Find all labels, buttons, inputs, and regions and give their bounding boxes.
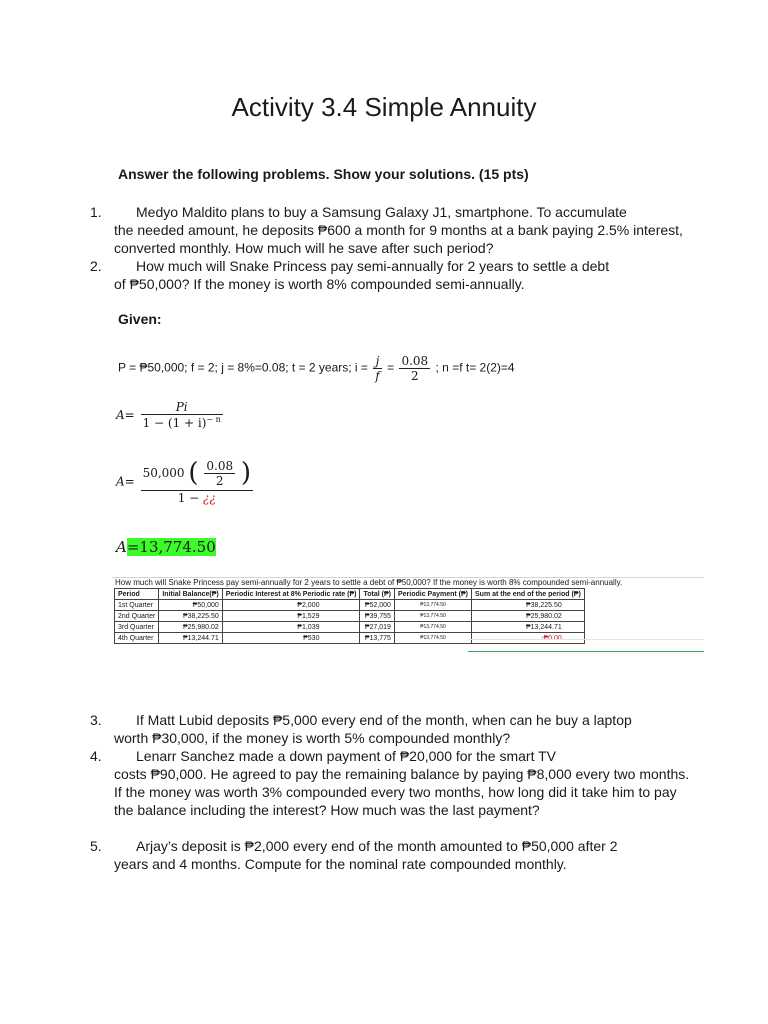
given-prefix: P = ₱50,000; f = 2; j = 8%=0.08; t = 2 years; i = — [118, 360, 368, 375]
result-line — [116, 538, 216, 556]
formula-denominator — [141, 491, 254, 505]
table-cell: ₱52,000 — [360, 600, 394, 611]
formula-numerator: Pi — [141, 400, 223, 415]
formula-exponent: − n — [206, 415, 221, 424]
table-cell: ₱530 — [222, 633, 360, 644]
substituted-formula — [116, 458, 255, 505]
problem-text: worth ₱30,000, if the money is worth 5% compounded monthly? — [114, 730, 511, 746]
formula-denominator-a: 1 − — [142, 416, 168, 430]
sheet-selection-line — [468, 651, 704, 652]
table-header: Periodic Payment (₱) — [394, 589, 471, 600]
page-title: Activity 3.4 Simple Annuity — [231, 92, 537, 122]
table-cell: ₱25,980.02 — [472, 611, 585, 622]
table-cell: ₱13,774.50 — [394, 611, 471, 622]
table-header: Periodic Interest at 8% Periodic rate (₱) — [222, 589, 360, 600]
fraction-j-over-f — [373, 354, 381, 383]
table-cell: 4th Quarter — [115, 633, 159, 644]
fraction-denominator: 2 — [410, 369, 419, 383]
problem-text-first-line: Medyo Maldito plans to buy a Samsung Galaxy J1, smartphone. To accumulate — [136, 204, 627, 220]
table-header-row — [115, 589, 585, 600]
table-cell: 2nd Quarter — [115, 611, 159, 622]
table-header: Total (₱) — [360, 589, 394, 600]
instructions: Answer the following problems. Show your solutions. (15 pts) — [118, 166, 529, 182]
problem-number: 3. — [90, 712, 102, 728]
fraction-numerator: 0.08 — [401, 354, 429, 368]
problem-number: 5. — [90, 838, 102, 854]
problem-number: 2. — [90, 258, 102, 274]
formula-denominator-b: ¿¿ — [203, 491, 216, 505]
equals-sign: = — [387, 360, 395, 375]
table-row — [115, 622, 585, 633]
table-cell: -₱0.00 — [472, 633, 585, 644]
formula-fraction — [141, 400, 223, 430]
given-values — [118, 354, 515, 383]
table-cell: ₱38,225.50 — [159, 611, 222, 622]
problem-text-first-line: Lenarr Sanchez made a down payment of ₱20,000 for the smart TV — [136, 748, 556, 764]
table-header: Sum at the end of the period (₱) — [472, 589, 585, 600]
table-cell: ₱25,980.02 — [159, 622, 222, 633]
table-cell: ₱1,039 — [222, 622, 360, 633]
problem-text-first-line: If Matt Lubid deposits ₱5,000 every end of the month, when can he buy a laptop — [136, 712, 632, 728]
formula-denominator-a: 1 − — [177, 491, 204, 505]
formula-fraction — [141, 458, 254, 505]
problem-text-first-line: How much will Snake Princess pay semi-annually for 2 years to settle a debt — [136, 258, 610, 274]
table-row — [115, 633, 585, 644]
problem-text: the needed amount, he deposits ₱600 a month for 9 months at a bank paying 2.5% interest, converted monthly. How much will he save after such period? — [114, 222, 683, 256]
problem-text: costs ₱90,000. He agreed to pay the remaining balance by paying ₱8,000 every two months. If the money was worth 3% compounded every two months, how long did it take him to pay the balance including the interest? How much was the last payment? — [114, 766, 690, 818]
given-suffix: ; n =f t= 2(2)=4 — [435, 360, 515, 375]
problem-text: years and 4 months. Compute for the nominal rate compounded monthly. — [114, 856, 567, 872]
table-cell: 3rd Quarter — [115, 622, 159, 633]
formula-numerator — [141, 458, 254, 491]
sheet-caption: How much will Snake Princess pay semi-annually for 2 years to settle a debt of ₱50,000? If the money is worth 8% compounded semi-annually. — [115, 578, 623, 587]
sheet-gridline — [112, 577, 704, 578]
sheet-gridline — [468, 639, 704, 640]
open-paren: ( — [188, 458, 199, 488]
result-lhs: A — [116, 538, 127, 556]
table-cell: ₱50,000 — [159, 600, 222, 611]
table-cell: ₱27,019 — [360, 622, 394, 633]
formula-principal: 50,000 — [142, 466, 185, 480]
table-cell: ₱13,774.50 — [394, 622, 471, 633]
formula-denominator-b: (1 + i) — [167, 416, 207, 430]
table-header: Initial Balance(₱) — [159, 589, 222, 600]
table-cell: ₱13,774.50 — [394, 633, 471, 644]
amortization-table — [114, 588, 585, 644]
formula-denominator — [141, 415, 223, 430]
table-cell: ₱39,755 — [360, 611, 394, 622]
table-cell: ₱38,225.50 — [472, 600, 585, 611]
table-cell: ₱1,529 — [222, 611, 360, 622]
given-heading: Given: — [118, 311, 162, 327]
table-cell: ₱13,244.71 — [472, 622, 585, 633]
inner-denominator: 2 — [215, 473, 224, 488]
table-header: Period — [115, 589, 159, 600]
annuity-formula — [116, 400, 225, 430]
problem-number: 4. — [90, 748, 102, 764]
close-paren: ) — [240, 458, 252, 488]
problem-text-first-line: Arjay’s deposit is ₱2,000 every end of the month amounted to ₱50,000 after 2 — [136, 838, 618, 854]
fraction-denominator: f — [375, 369, 380, 383]
spreadsheet-excerpt — [112, 573, 704, 659]
table-cell: ₱13,774.50 — [394, 600, 471, 611]
table-cell: 1st Quarter — [115, 600, 159, 611]
formula-lhs: A= — [116, 474, 135, 489]
problem-number: 1. — [90, 204, 102, 220]
inner-numerator: 0.08 — [206, 458, 234, 473]
table-cell: ₱2,000 — [222, 600, 360, 611]
table-cell: ₱13,244.71 — [159, 633, 222, 644]
inner-fraction — [204, 459, 235, 488]
formula-lhs: A= — [116, 408, 135, 422]
result-value: =13,774.50 — [126, 538, 216, 556]
fraction-numerator: j — [373, 354, 381, 369]
table-cell: ₱13,775 — [360, 633, 394, 644]
table-row — [115, 600, 585, 611]
problem-text: of ₱50,000? If the money is worth 8% compounded semi-annually. — [114, 276, 525, 292]
fraction-rate — [399, 354, 430, 383]
table-row — [115, 611, 585, 622]
